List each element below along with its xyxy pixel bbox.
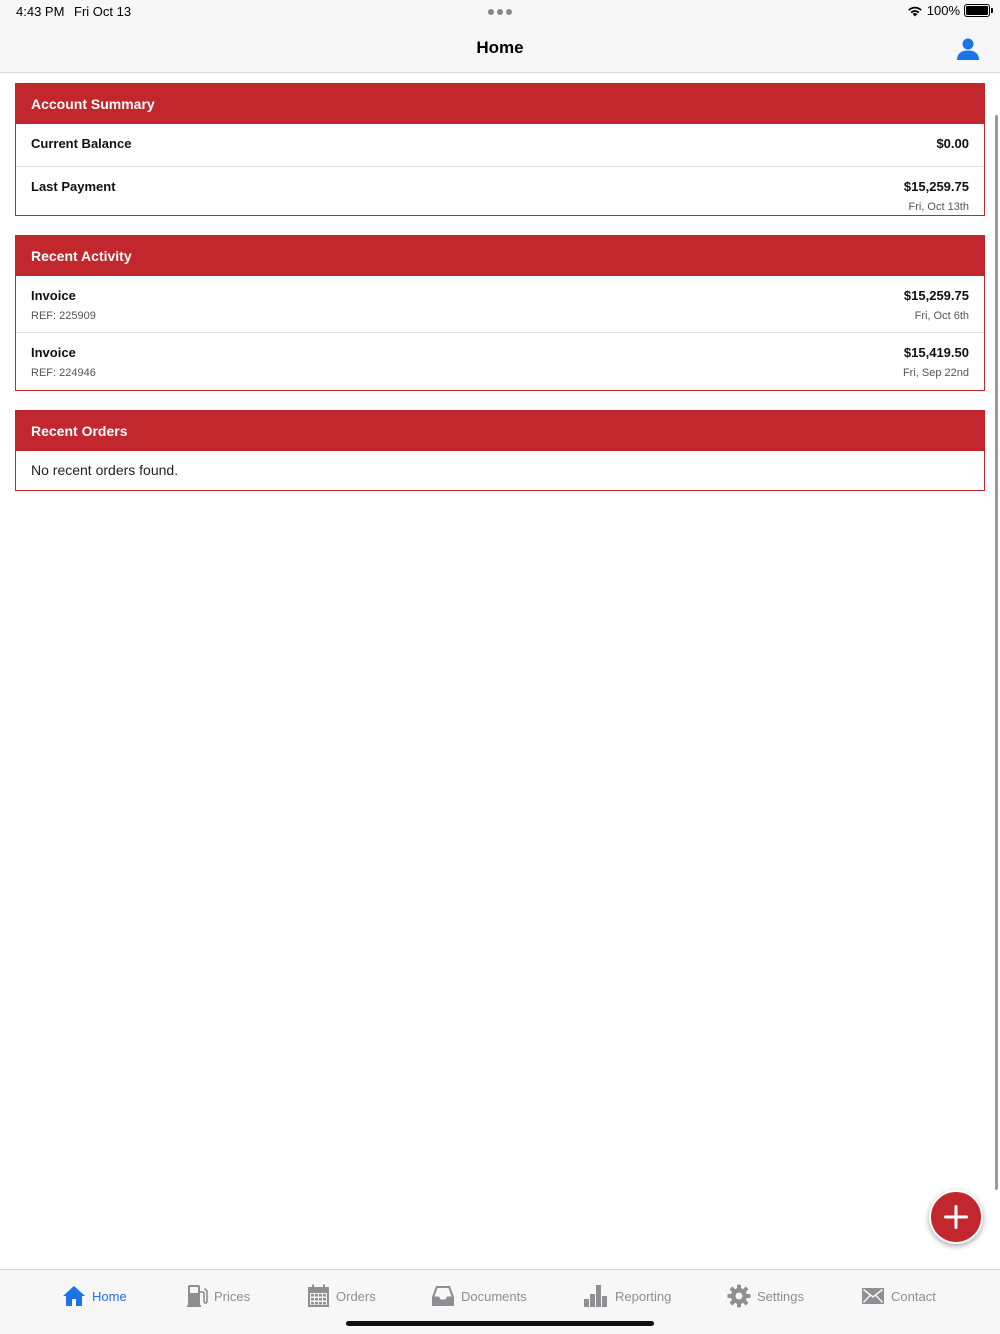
empty-orders-message: No recent orders found. <box>31 462 179 478</box>
status-indicators <box>907 3 990 18</box>
list-item[interactable] <box>16 333 984 390</box>
person-icon[interactable] <box>956 37 980 61</box>
tab-documents-label: Documents <box>461 1288 527 1304</box>
tab-reporting-label: Reporting <box>615 1288 672 1304</box>
last-payment-date: Fri, Oct 13th <box>908 201 969 213</box>
tab-settings[interactable] <box>727 1282 804 1310</box>
main-content <box>15 83 985 510</box>
envelope-icon <box>861 1287 885 1305</box>
current-balance-value: $0.00 <box>936 136 969 151</box>
activity-ref: REF: 225909 <box>31 310 96 322</box>
wifi-icon <box>907 5 923 17</box>
tab-contact[interactable] <box>861 1282 936 1310</box>
activity-ref: REF: 224946 <box>31 367 96 379</box>
recent-activity-card <box>15 235 985 391</box>
battery-icon <box>964 4 990 17</box>
inbox-icon <box>431 1284 455 1308</box>
activity-type: Invoice <box>31 288 76 303</box>
scrollbar[interactable] <box>995 115 998 1190</box>
page-title: Home <box>476 38 524 57</box>
calendar-icon <box>307 1284 330 1308</box>
current-balance-row <box>16 124 984 167</box>
tab-orders[interactable] <box>307 1282 376 1310</box>
activity-amount: $15,259.75 <box>903 288 969 303</box>
tab-reporting[interactable] <box>583 1282 671 1310</box>
navigation-bar <box>0 24 1000 73</box>
recent-orders-header: Recent Orders <box>16 411 984 451</box>
tab-orders-label: Orders <box>336 1288 376 1304</box>
plus-icon <box>942 1203 970 1231</box>
bar-chart-icon <box>583 1284 609 1308</box>
tab-documents[interactable] <box>431 1282 527 1310</box>
activity-date: Fri, Oct 6th <box>914 310 969 322</box>
tab-prices-label: Prices <box>214 1288 251 1304</box>
fuel-pump-icon <box>186 1284 208 1308</box>
status-date: Fri Oct 13 <box>74 4 132 19</box>
status-bar <box>0 0 1000 24</box>
tab-home[interactable] <box>62 1282 127 1310</box>
battery-percent: 100% <box>926 3 960 18</box>
tab-settings-label: Settings <box>757 1288 804 1304</box>
recent-orders-card <box>15 410 985 491</box>
status-time: 4:43 PM <box>16 4 65 19</box>
account-summary-header: Account Summary <box>16 84 984 124</box>
activity-type: Invoice <box>31 345 76 360</box>
last-payment-label: Last Payment <box>31 179 116 194</box>
current-balance-label: Current Balance <box>31 136 132 151</box>
activity-amount: $15,419.50 <box>903 345 969 360</box>
recent-activity-header: Recent Activity <box>16 236 984 276</box>
home-icon <box>62 1284 86 1308</box>
activity-date: Fri, Sep 22nd <box>902 367 969 379</box>
tab-prices[interactable] <box>186 1282 250 1310</box>
last-payment-row <box>16 167 984 215</box>
tab-contact-label: Contact <box>891 1288 936 1304</box>
list-item[interactable] <box>16 276 984 333</box>
account-summary-card <box>15 83 985 216</box>
tab-home-label: Home <box>92 1288 127 1304</box>
home-indicator[interactable] <box>346 1321 654 1326</box>
empty-orders-row <box>16 451 984 490</box>
gear-icon <box>727 1284 751 1308</box>
multitasking-dots-icon[interactable] <box>488 9 512 15</box>
last-payment-value: $15,259.75 <box>903 179 969 194</box>
add-button[interactable] <box>929 1190 983 1244</box>
